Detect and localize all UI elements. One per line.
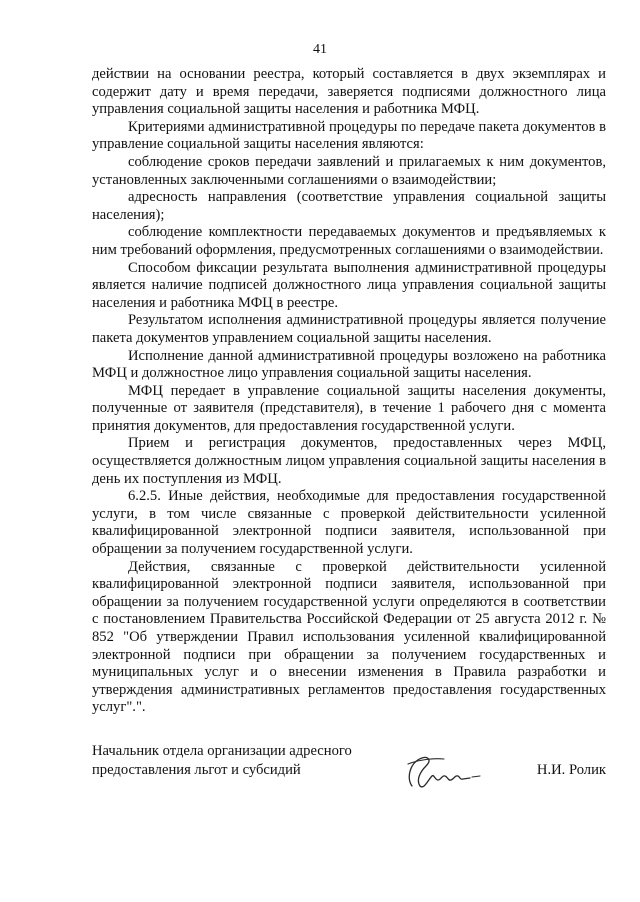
paragraph-registration: Прием и регистрация документов, предоставленных через МФЦ, осуществляется должностным лицом управления социальной защиты населения в день их поступления из МФЦ. bbox=[92, 435, 606, 487]
paragraph-signature-check: Действия, связанные с проверкой действительности усиленной квалифицированной электронной подписи заявителя, использованной при обращении за получением государственной услуги определяются в соответствии с постановлением Правительства Российской Федерации от 25 августа 2012 г. № 852 "Об утверждении Правил использования усиленной квалифицированной электронной подписи при обращении за получением государственных и муниципальных услуг и о внесении изменения в Правила разработки и утверждения административных регламентов предоставления государственных услуг".". bbox=[92, 558, 606, 716]
paragraph-continuation: действии на основании реестра, который составляется в двух экземплярах и содержит дату и время передачи, заверяется подписями должностного лица управления социальной защиты населения и работника МФЦ. bbox=[92, 66, 606, 118]
paragraph-criterion-addressing: адресность направления (соответствие управления социальной защиты населения); bbox=[92, 189, 606, 223]
page-number: 41 bbox=[313, 42, 327, 57]
signer-position-line-2: предоставления льгот и субсидий bbox=[92, 762, 301, 778]
signer-position-line-1: Начальник отдела организации адресного bbox=[92, 743, 352, 759]
handwritten-signature-icon bbox=[398, 750, 488, 794]
body-text bbox=[92, 66, 606, 717]
signer-name: Н.И. Ролик bbox=[536, 762, 606, 778]
paragraph-criterion-deadlines: соблюдение сроков передачи заявлений и прилагаемых к ним документов, установленных заключенными соглашениями о взаимодействии; bbox=[92, 153, 606, 188]
paragraph-execution: Исполнение данной административной процедуры возложено на работника МФЦ и должностное лицо управления социальной защиты населения. bbox=[92, 347, 606, 382]
paragraph-criteria: Критериями административной процедуры по передаче пакета документов в управление социальной защиты населения являются: bbox=[92, 118, 606, 153]
paragraph-criterion-completeness: соблюдение комплектности передаваемых документов и предъявляемых к ним требований оформления, предусмотренных соглашениями о взаимодействии. bbox=[92, 224, 606, 258]
signer-position bbox=[92, 742, 352, 780]
signature-block bbox=[92, 742, 606, 802]
paragraph-result: Результатом исполнения административной процедуры является получение пакета документов управлением социальной защиты населения. bbox=[92, 312, 606, 346]
paragraph-mfc-transfer: МФЦ передает в управление социальной защиты населения документы, полученные от заявителя (представителя), в течение 1 рабочего дня с момента принятия документов, для предоставления государственной услуги. bbox=[92, 382, 606, 434]
paragraph-fixation-method: Способом фиксации результата выполнения административной процедуры является наличие подписей должностного лица управления социальной защиты населения и работника МФЦ в реестре. bbox=[92, 259, 606, 311]
paragraph-section-6-2-5: 6.2.5. Иные действия, необходимые для предоставления государственной услуги, в том числе связанные с проверкой действительности усиленной квалифицированной электронной подписи заявителя, использованной при обращении за получением государственной услуги. bbox=[92, 488, 606, 558]
